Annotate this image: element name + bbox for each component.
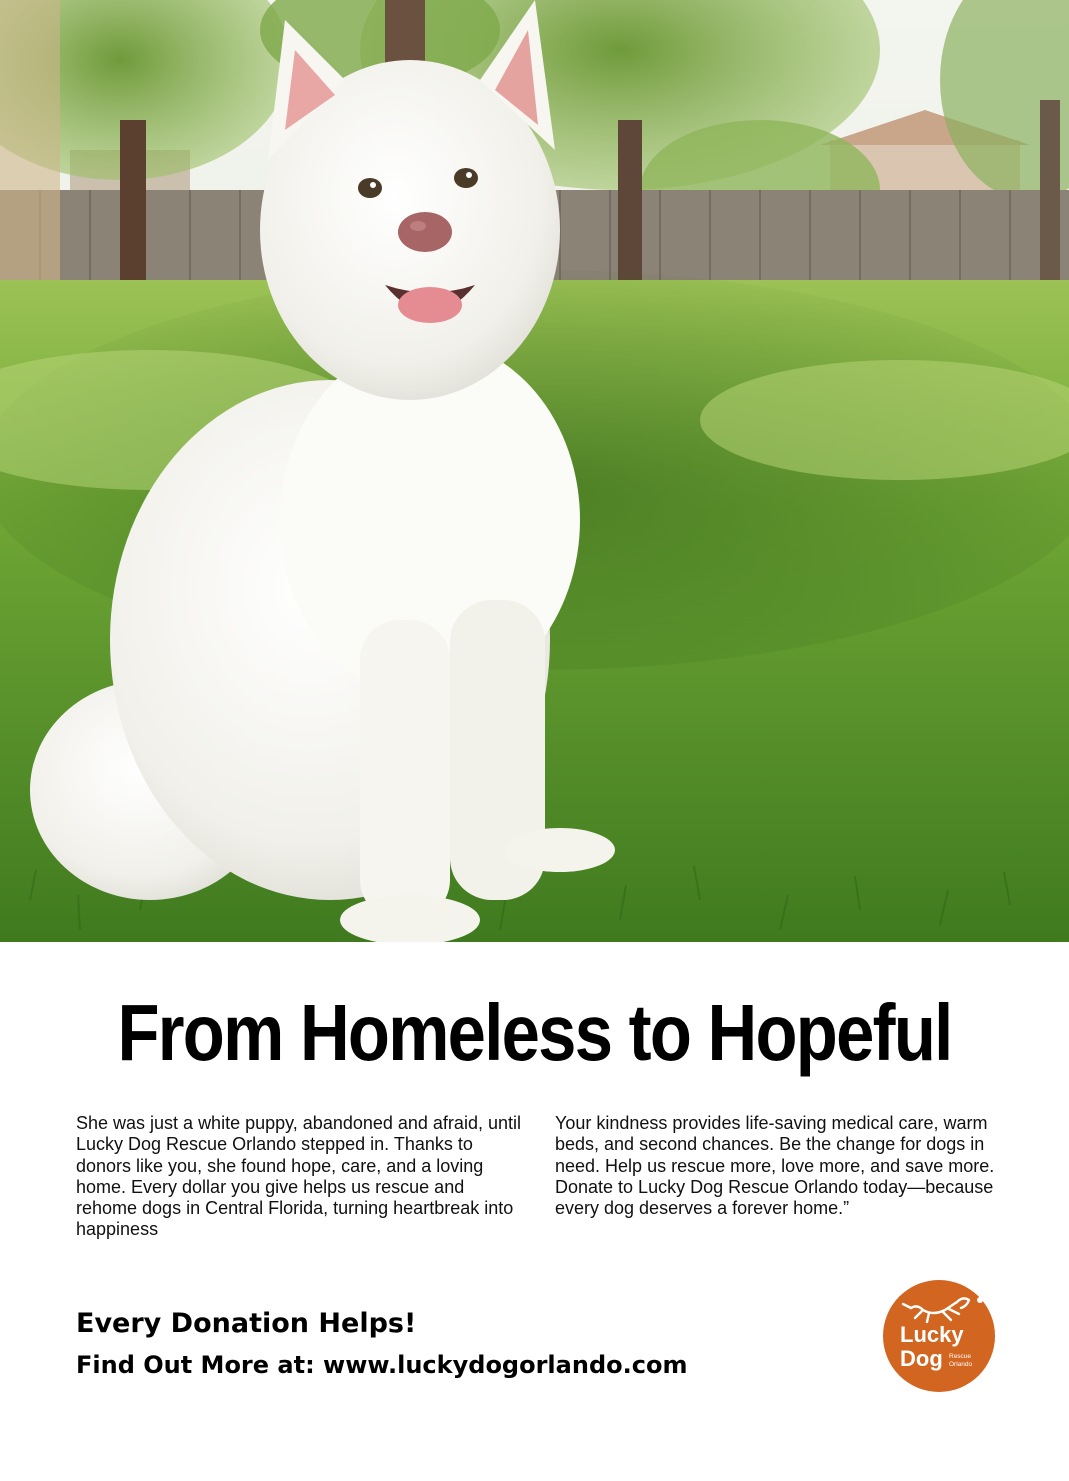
logo-word-orlando: Orlando — [949, 1361, 973, 1368]
logo-badge — [883, 1280, 995, 1392]
lucky-dog-logo — [883, 1280, 995, 1392]
logo-word-lucky: Lucky — [900, 1322, 964, 1347]
logo-word-rescue: Rescue — [949, 1353, 972, 1360]
cta-donation: Every Donation Helps! — [76, 1308, 417, 1339]
body-paragraph-left: She was just a white puppy, abandoned and afraid, until Lucky Dog Rescue Orlando stepped in. Thanks to donors like you, she found hope, care, and a loving home. Every dollar you give helps us rescue and rehome dogs in Central Florida, turning heartbreak into happiness — [76, 1113, 521, 1240]
logo-dot — [977, 1297, 983, 1303]
logo-word-dog: Dog — [900, 1346, 943, 1371]
body-paragraph-right: Your kindness provides life-saving medical care, warm beds, and second chances. Be the change for dogs in need. Help us rescue more, love more, and save more. Donate to Lucky Dog Rescue Orlando today—because every dog deserves a forever home.” — [555, 1113, 995, 1219]
cta-website[interactable]: Find Out More at: www.luckydogorlando.com — [76, 1351, 688, 1379]
headline: From Homeless to Hopeful — [117, 988, 952, 1077]
